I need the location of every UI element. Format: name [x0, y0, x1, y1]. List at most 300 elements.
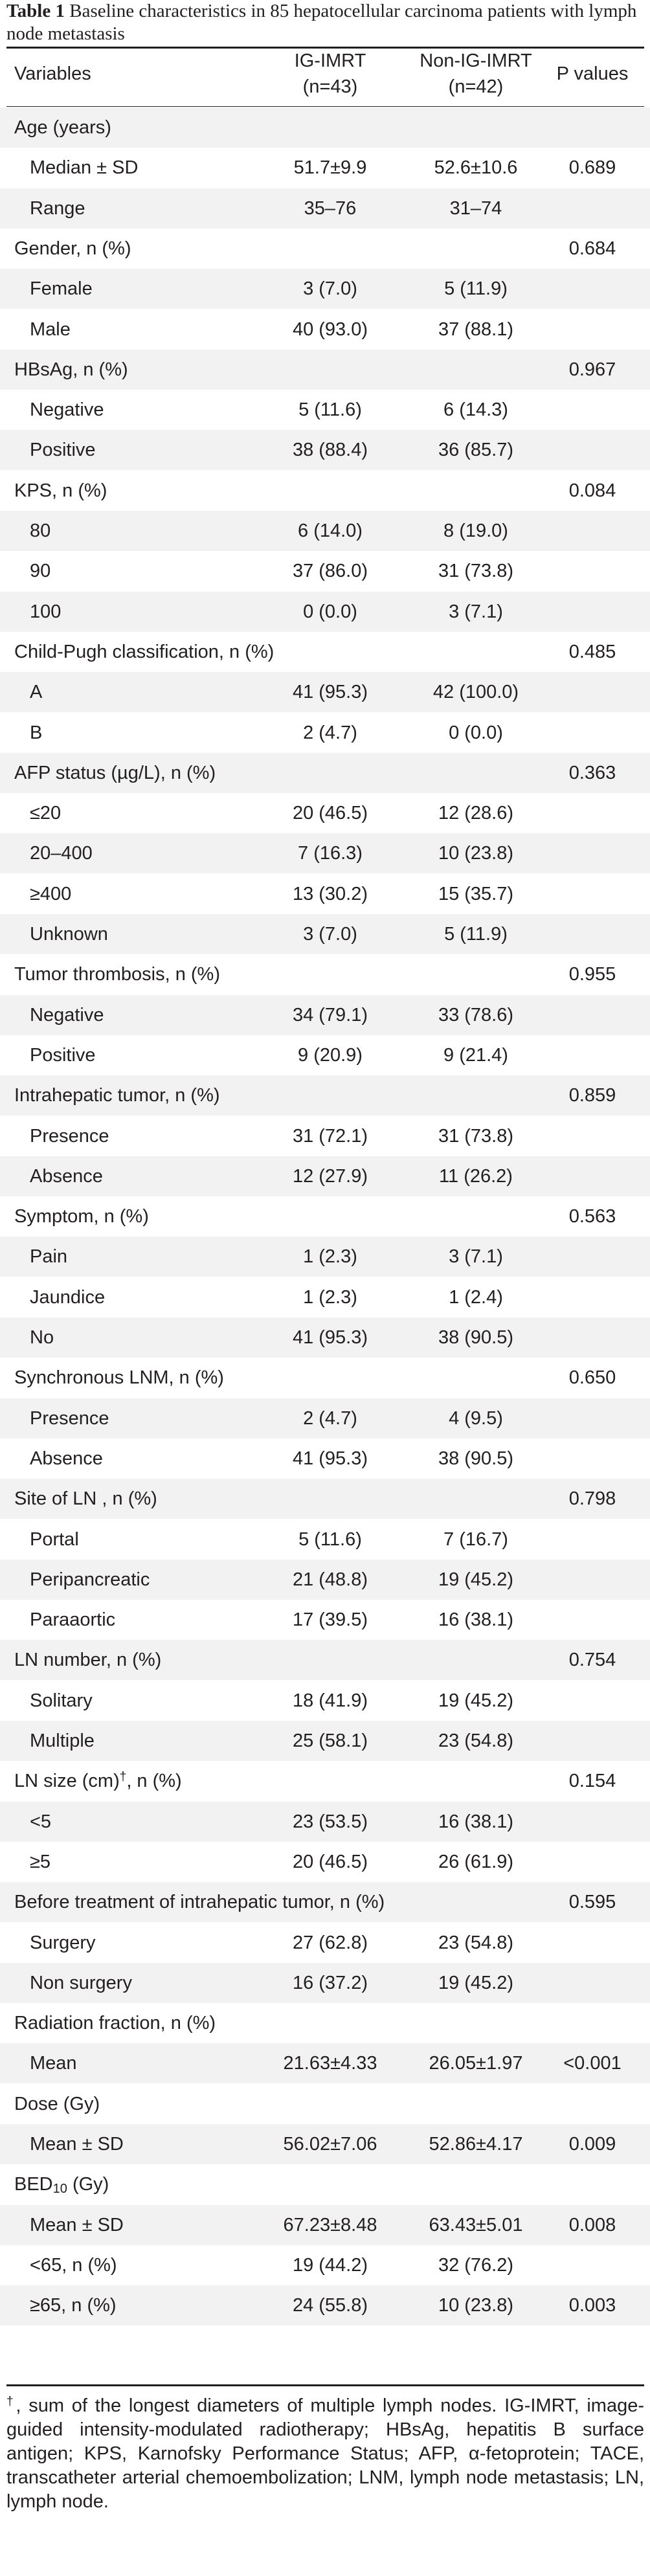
row-label-text: Positive: [30, 1044, 96, 1066]
row-sublabel: [30, 1116, 109, 1156]
ig-imrt-cell: [259, 107, 401, 148]
p-value-cell: [537, 713, 647, 753]
header-variables: Variables: [14, 63, 91, 84]
row-label-text: LN number, n (%): [14, 1650, 162, 1671]
p-value-cell: [537, 793, 647, 833]
row-label-tail: (Gy): [67, 2174, 109, 2195]
row-sublabel: [30, 592, 61, 632]
row-label-text: KPS, n (%): [14, 480, 107, 501]
ig-imrt-cell: [259, 1761, 401, 1801]
ig-imrt-cell: 67.23±8.48: [283, 2214, 377, 2235]
non-ig-imrt-cell: 6 (14.3): [443, 399, 508, 421]
ig-imrt-cell: 1 (2.3): [303, 1286, 357, 1308]
ig-imrt-cell: 37 (86.0): [292, 561, 368, 582]
p-value-cell: [537, 1963, 647, 2003]
ig-imrt-cell: 31 (72.1): [292, 1125, 368, 1147]
table-row: [0, 1116, 650, 1156]
row-label: [14, 753, 216, 793]
non-ig-imrt-cell: [401, 1640, 550, 1680]
row-sublabel: [30, 1600, 115, 1640]
table-row: [0, 1237, 650, 1277]
table-row: [0, 995, 650, 1035]
header-non-name: Non-IG-IMRT: [420, 50, 532, 71]
p-value-cell: [537, 2084, 647, 2124]
row-label-footnote-mark: †: [119, 1770, 127, 1784]
p-value-cell: [537, 1116, 647, 1156]
non-ig-imrt-cell: 5 (11.9): [444, 278, 508, 300]
table-row: [0, 107, 650, 148]
row-label-text: Intrahepatic tumor, n (%): [14, 1085, 220, 1106]
p-value-cell: 0.684: [568, 238, 616, 259]
table-row: [0, 1035, 650, 1075]
header-ig-imrt: [259, 48, 401, 100]
row-sublabel: [30, 1842, 50, 1882]
row-label-text: Median ± SD: [30, 157, 139, 179]
table-row: [0, 1196, 650, 1237]
table-row: [0, 148, 650, 188]
non-ig-imrt-cell: 8 (19.0): [443, 521, 508, 541]
table-row: [0, 2084, 650, 2124]
p-value-cell: [537, 1600, 647, 1640]
row-label-text: Multiple: [30, 1730, 95, 1751]
row-label-text: <5: [30, 1811, 52, 1832]
non-ig-imrt-cell: 5 (11.9): [444, 924, 508, 945]
ig-imrt-cell: 2 (4.7): [303, 1407, 357, 1429]
p-value-cell: [537, 511, 647, 551]
row-sublabel: [30, 2285, 117, 2325]
p-value-cell: 0.154: [568, 1771, 616, 1792]
row-sublabel: [30, 793, 61, 833]
non-ig-imrt-cell: 38 (90.5): [438, 1448, 514, 1469]
p-value-cell: <0.001: [563, 2053, 622, 2074]
non-ig-imrt-cell: 31 (73.8): [438, 561, 514, 582]
row-label-text: No: [30, 1327, 54, 1348]
row-sublabel: [30, 188, 85, 229]
non-ig-imrt-cell: [401, 954, 550, 994]
p-value-cell: 0.009: [568, 2134, 616, 2155]
ig-imrt-cell: 56.02±7.06: [283, 2134, 377, 2155]
ig-imrt-cell: [259, 1196, 401, 1237]
row-sublabel: [30, 1439, 103, 1479]
row-label-text: Mean ± SD: [30, 2214, 124, 2235]
row-label-tail: , n (%): [126, 1771, 182, 1792]
non-ig-imrt-cell: 52.86±4.17: [429, 2134, 523, 2155]
p-value-cell: [537, 672, 647, 712]
ig-imrt-cell: 5 (11.6): [298, 1529, 362, 1550]
table-row: [0, 229, 650, 269]
row-label-text: 80: [30, 521, 51, 541]
non-ig-imrt-cell: 16 (38.1): [438, 1609, 514, 1631]
p-value-cell: [537, 390, 647, 430]
ig-imrt-cell: 3 (7.0): [303, 924, 357, 945]
non-ig-imrt-cell: [401, 1761, 550, 1801]
non-ig-imrt-cell: 10 (23.8): [438, 843, 514, 864]
ig-imrt-cell: 20 (46.5): [292, 803, 368, 824]
row-label-text: Peripancreatic: [30, 1569, 150, 1590]
p-value-cell: 0.955: [568, 964, 616, 985]
non-ig-imrt-cell: 32 (76.2): [438, 2254, 514, 2276]
p-value-cell: [537, 1519, 647, 1560]
p-value-cell: [537, 1156, 647, 1196]
table-row: [0, 188, 650, 229]
row-label-text: Gender, n (%): [14, 238, 131, 259]
non-ig-imrt-cell: 15 (35.7): [438, 883, 514, 904]
caption-label: Table 1: [6, 1, 65, 21]
table-row: [0, 1963, 650, 2003]
row-label-text: Tumor thrombosis, n (%): [14, 964, 220, 985]
non-ig-imrt-cell: 42 (100.0): [432, 682, 519, 703]
row-label-text: 100: [30, 601, 62, 622]
p-value-cell: [537, 188, 647, 229]
table-row: [0, 672, 650, 712]
p-value-cell: 0.363: [568, 762, 616, 783]
table-row: [0, 713, 650, 753]
non-ig-imrt-cell: [401, 1882, 550, 1922]
ig-imrt-cell: 13 (30.2): [292, 883, 368, 904]
p-value-cell: [537, 833, 647, 873]
row-label: [14, 2164, 109, 2204]
ig-imrt-cell: [259, 632, 401, 672]
row-label-text: ≥400: [30, 883, 72, 904]
row-sublabel: [30, 995, 104, 1035]
table-row: [0, 2285, 650, 2325]
header-rule: [6, 106, 644, 107]
table-row: [0, 1560, 650, 1600]
row-sublabel: [30, 430, 96, 470]
non-ig-imrt-cell: 31–74: [449, 197, 502, 219]
p-value-cell: [537, 1317, 647, 1358]
row-label: [14, 229, 131, 269]
non-ig-imrt-cell: 1 (2.4): [449, 1286, 503, 1308]
non-ig-imrt-cell: [401, 1075, 550, 1115]
ig-imrt-cell: 21 (48.8): [292, 1569, 368, 1590]
ig-imrt-cell: 19 (44.2): [292, 2254, 368, 2276]
row-label-text: Negative: [30, 1004, 104, 1025]
non-ig-imrt-cell: [401, 107, 550, 148]
row-label-text: BED: [14, 2174, 53, 2195]
p-value-cell: 0.650: [568, 1367, 616, 1389]
p-value-cell: 0.008: [568, 2214, 616, 2235]
row-sublabel: [30, 511, 50, 551]
footnote-text: , sum of the longest diameters of multiple lymph nodes. IG-IMRT, image-guided intensity-modulated radiotherapy; HBsAg, hepatitis B surface antigen; KPS, Karnofsky Performance Status; AFP, α-fetoprotein; TACE, transcatheter arterial chemoembolization; LNM, lymph node metastasis; LN, lymph node.: [6, 2395, 644, 2512]
non-ig-imrt-cell: 23 (54.8): [438, 1932, 514, 1953]
row-label-text: Presence: [30, 1407, 109, 1429]
row-label-text: Mean ± SD: [30, 2134, 124, 2155]
non-ig-imrt-cell: 7 (16.7): [443, 1529, 508, 1550]
p-value-cell: [537, 551, 647, 591]
ig-imrt-cell: 20 (46.5): [292, 1851, 368, 1872]
table-row: [0, 309, 650, 350]
row-label-text: Child-Pugh classification, n (%): [14, 641, 275, 662]
non-ig-imrt-cell: 3 (7.1): [449, 1246, 503, 1268]
row-label-text: Mean: [30, 2053, 77, 2074]
p-value-cell: [537, 1923, 647, 1963]
row-label-text: Paraaortic: [30, 1609, 116, 1631]
row-label-text: Surgery: [30, 1932, 96, 1953]
non-ig-imrt-cell: 0 (0.0): [449, 722, 503, 743]
row-sublabel: [30, 672, 42, 712]
non-ig-imrt-cell: 9 (21.4): [443, 1044, 508, 1066]
row-sublabel: [30, 2245, 117, 2285]
header-p-values: P values: [556, 63, 629, 84]
row-sublabel: [30, 713, 42, 753]
non-ig-imrt-cell: [401, 1358, 550, 1398]
row-label: [14, 954, 220, 994]
ig-imrt-cell: 7 (16.3): [298, 843, 363, 864]
ig-imrt-cell: 12 (27.9): [292, 1165, 368, 1187]
ig-imrt-cell: 16 (37.2): [292, 1972, 368, 1993]
table-row: [0, 1802, 650, 1842]
table-row: [0, 1761, 650, 1801]
row-sublabel: [30, 1398, 109, 1439]
row-sublabel: [30, 874, 71, 914]
row-label-text: Radiation fraction, n (%): [14, 2013, 216, 2034]
p-value-cell: [537, 592, 647, 632]
row-sublabel: [30, 390, 104, 430]
row-label-text: Site of LN , n (%): [14, 1488, 157, 1510]
non-ig-imrt-cell: 31 (73.8): [438, 1125, 514, 1147]
p-value-cell: [537, 914, 647, 954]
table-row: [0, 1277, 650, 1317]
row-label: [14, 1761, 182, 1801]
row-sublabel: [30, 2043, 77, 2083]
non-ig-imrt-cell: 23 (54.8): [438, 1730, 514, 1751]
ig-imrt-cell: 23 (53.5): [292, 1811, 368, 1832]
ig-imrt-cell: 21.63±4.33: [283, 2053, 377, 2074]
ig-imrt-cell: [259, 954, 401, 994]
table-row: [0, 1075, 650, 1115]
row-label-text: ≥5: [30, 1851, 51, 1872]
ig-imrt-cell: [259, 1640, 401, 1680]
row-label-text: Range: [30, 197, 85, 219]
row-label: [14, 1358, 224, 1398]
row-label-text: Portal: [30, 1529, 79, 1550]
bottom-rule: [6, 2384, 644, 2386]
ig-imrt-cell: 34 (79.1): [292, 1004, 368, 1025]
non-ig-imrt-cell: 36 (85.7): [438, 440, 514, 461]
table-row: [0, 1842, 650, 1882]
non-ig-imrt-cell: 19 (45.2): [438, 1972, 514, 1993]
p-value-cell: [537, 1277, 647, 1317]
ig-imrt-cell: 17 (39.5): [292, 1609, 368, 1631]
row-sublabel: [30, 309, 71, 350]
ig-imrt-cell: 24 (55.8): [292, 2295, 368, 2316]
p-value-cell: [537, 1237, 647, 1277]
row-label-subscript: 10: [52, 2182, 67, 2197]
table-row: [0, 390, 650, 430]
non-ig-imrt-cell: 11 (26.2): [439, 1165, 513, 1187]
non-ig-imrt-cell: 26 (61.9): [438, 1851, 514, 1872]
table-row: [0, 471, 650, 511]
table-row: [0, 551, 650, 591]
non-ig-imrt-cell: 4 (9.5): [449, 1407, 503, 1429]
table-row: [0, 753, 650, 793]
header-non-ig-imrt: [401, 48, 550, 100]
ig-imrt-cell: [259, 2003, 401, 2043]
table-row: [0, 1519, 650, 1560]
p-value-cell: 0.084: [568, 480, 616, 501]
ig-imrt-cell: [259, 1882, 401, 1922]
p-value-cell: 0.003: [568, 2295, 616, 2316]
table-row: [0, 430, 650, 470]
row-label-text: Male: [30, 319, 71, 340]
p-value-cell: [537, 2164, 647, 2204]
p-value-cell: 0.485: [568, 641, 616, 662]
row-label-text: 20–400: [30, 843, 93, 864]
table-row: [0, 269, 650, 309]
table-row: [0, 954, 650, 994]
row-sublabel: [30, 833, 93, 873]
table-row: [0, 874, 650, 914]
non-ig-imrt-cell: [401, 1479, 550, 1519]
table-row: [0, 2205, 650, 2245]
row-sublabel: [30, 1237, 67, 1277]
p-value-cell: [537, 874, 647, 914]
row-label-text: 90: [30, 561, 51, 582]
table-row: [0, 1156, 650, 1196]
row-label-text: A: [30, 682, 43, 703]
row-sublabel: [30, 1721, 95, 1761]
ig-imrt-cell: 40 (93.0): [292, 319, 368, 340]
ig-imrt-cell: 25 (58.1): [292, 1730, 368, 1751]
p-value-cell: [537, 1439, 647, 1479]
row-sublabel: [30, 1317, 54, 1358]
ig-imrt-cell: [259, 2084, 401, 2124]
row-label-text: Unknown: [30, 924, 108, 945]
row-label-text: B: [30, 722, 43, 743]
non-ig-imrt-cell: 38 (90.5): [438, 1327, 514, 1348]
ig-imrt-cell: 27 (62.8): [292, 1932, 368, 1953]
p-value-cell: [537, 1842, 647, 1882]
p-value-cell: [537, 430, 647, 470]
row-sublabel: [30, 1277, 105, 1317]
row-label-text: HBsAg, n (%): [14, 359, 128, 380]
table-row: [0, 2003, 650, 2043]
non-ig-imrt-cell: [401, 229, 550, 269]
row-sublabel: [30, 551, 50, 591]
p-value-cell: [537, 1721, 647, 1761]
row-sublabel: [30, 1681, 93, 1721]
p-value-cell: [537, 1681, 647, 1721]
table-row: [0, 833, 650, 873]
table-row: [0, 2164, 650, 2204]
table-caption: [6, 0, 644, 45]
non-ig-imrt-cell: [401, 753, 550, 793]
p-value-cell: [537, 2003, 647, 2043]
table-row: [0, 2043, 650, 2083]
table-row: [0, 1882, 650, 1922]
row-label-text: AFP status (µg/L), n (%): [14, 762, 216, 783]
row-label-text: Dose (Gy): [14, 2093, 100, 2114]
row-label: [14, 2003, 216, 2043]
p-value-cell: 0.689: [568, 157, 616, 179]
row-sublabel: [30, 2124, 124, 2164]
non-ig-imrt-cell: [401, 1196, 550, 1237]
table-row: [0, 1600, 650, 1640]
row-label: [14, 471, 107, 511]
table-row: [0, 511, 650, 551]
p-value-cell: [537, 1035, 647, 1075]
p-value-cell: [537, 2245, 647, 2285]
ig-imrt-cell: [259, 1479, 401, 1519]
ig-imrt-cell: [259, 1358, 401, 1398]
ig-imrt-cell: 35–76: [304, 197, 357, 219]
table-row: [0, 350, 650, 390]
row-label-text: Absence: [30, 1448, 103, 1469]
row-label: [14, 107, 111, 148]
ig-imrt-cell: [259, 229, 401, 269]
non-ig-imrt-cell: 12 (28.6): [438, 803, 514, 824]
p-value-cell: 0.563: [568, 1206, 616, 1227]
row-label: [14, 350, 128, 390]
table-row: [0, 914, 650, 954]
table-row: [0, 1358, 650, 1398]
row-label-text: Female: [30, 278, 93, 300]
p-value-cell: [537, 309, 647, 350]
non-ig-imrt-cell: 26.05±1.97: [429, 2053, 523, 2074]
row-label-text: Solitary: [30, 1690, 93, 1711]
ig-imrt-cell: 51.7±9.9: [293, 157, 367, 179]
row-label-text: <65, n (%): [30, 2254, 117, 2276]
row-label: [14, 632, 274, 672]
row-label-text: LN size (cm): [14, 1771, 120, 1792]
row-label-text: ≤20: [30, 803, 62, 824]
header-non-n: (n=42): [448, 76, 504, 97]
table-row: [0, 1640, 650, 1680]
row-label: [14, 1479, 157, 1519]
row-sublabel: [30, 1156, 103, 1196]
ig-imrt-cell: 41 (95.3): [292, 682, 368, 703]
row-sublabel: [30, 1923, 96, 1963]
p-value-cell: 0.754: [568, 1650, 616, 1671]
non-ig-imrt-cell: [401, 632, 550, 672]
p-value-cell: [537, 995, 647, 1035]
table-row: [0, 793, 650, 833]
row-label-text: Pain: [30, 1246, 68, 1268]
row-label-text: Jaundice: [30, 1286, 106, 1308]
table-row: [0, 2124, 650, 2164]
non-ig-imrt-cell: [401, 2084, 550, 2124]
row-sublabel: [30, 2205, 124, 2245]
row-label: [14, 1075, 220, 1115]
table-row: [0, 1439, 650, 1479]
non-ig-imrt-cell: 10 (23.8): [438, 2295, 514, 2316]
ig-imrt-cell: [259, 350, 401, 390]
non-ig-imrt-cell: [401, 2003, 550, 2043]
ig-imrt-cell: 1 (2.3): [303, 1246, 357, 1268]
row-label-text: ≥65, n (%): [30, 2295, 117, 2316]
non-ig-imrt-cell: [401, 350, 550, 390]
table-row: [0, 2245, 650, 2285]
row-label-text: Absence: [30, 1165, 103, 1187]
non-ig-imrt-cell: [401, 471, 550, 511]
p-value-cell: [537, 1802, 647, 1842]
row-sublabel: [30, 1802, 51, 1842]
row-sublabel: [30, 148, 138, 188]
ig-imrt-cell: 2 (4.7): [303, 722, 357, 743]
row-label-text: Positive: [30, 440, 96, 461]
row-label-text: Before treatment of intrahepatic tumor, n (%): [14, 1892, 385, 1913]
ig-imrt-cell: [259, 753, 401, 793]
row-sublabel: [30, 1963, 132, 2003]
p-value-cell: 0.967: [568, 359, 616, 380]
p-value-cell: [537, 269, 647, 309]
non-ig-imrt-cell: 19 (45.2): [438, 1569, 514, 1590]
row-label-text: Age (years): [14, 117, 111, 138]
row-sublabel: [30, 914, 108, 954]
non-ig-imrt-cell: [401, 2164, 550, 2204]
row-sublabel: [30, 1519, 79, 1560]
